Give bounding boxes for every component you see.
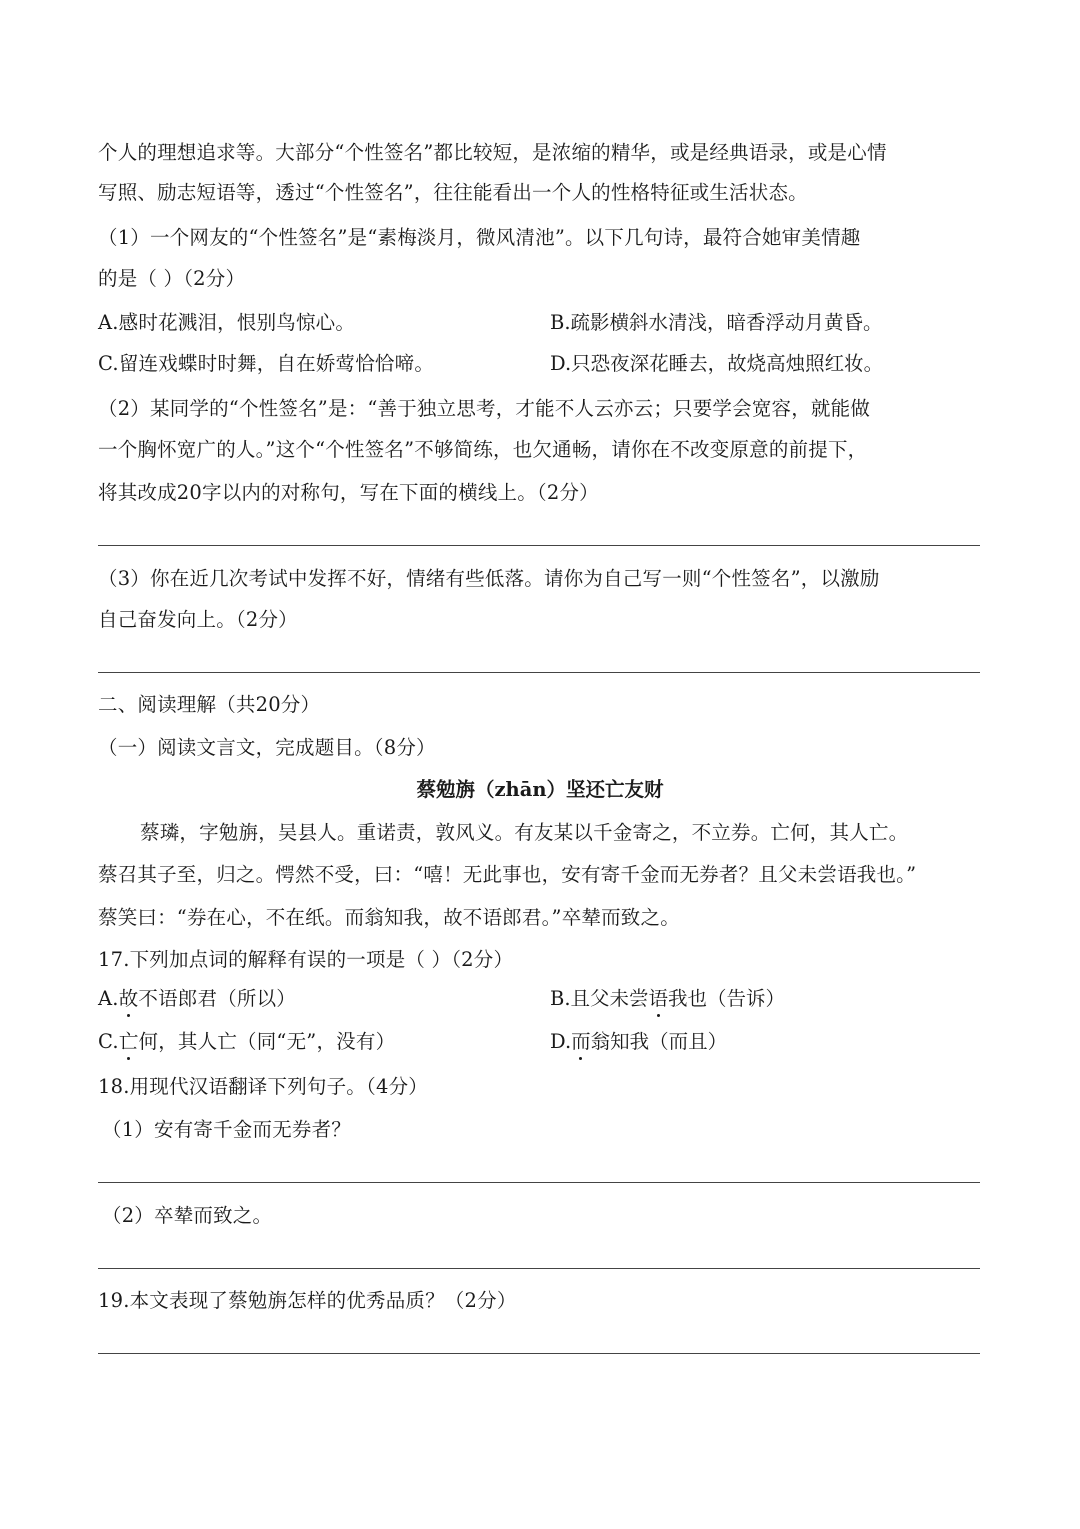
q17-option-c: C.亡何，其人亡（同“无”，没有） (98, 1030, 396, 1053)
q2-answer-line (98, 545, 980, 546)
section-heading: 二、阅读理解（共20分） (98, 693, 321, 716)
subsection-heading: （一）阅读文言文，完成题目。（8分） (98, 736, 436, 759)
q17-stem: 17.下列加点词的解释有误的一项是（ ）（2分） (98, 948, 514, 971)
q2-stem-line-3: 将其改成20字以内的对称句，写在下面的横线上。（2分） (98, 481, 599, 504)
intro-line-2: 写照、励志短语等，透过“个性签名”，往往能看出一个人的性格特征或生活状态。 (98, 181, 808, 204)
q1-option-c: C.留连戏蝶时时舞，自在娇莺恰恰啼。 (98, 352, 435, 375)
q17-option-a: A.故不语郎君（所以） (98, 987, 296, 1010)
q18-sentence-2: （2）卒辇而致之。 (102, 1204, 273, 1227)
q3-stem-line-2: 自己奋发向上。（2分） (98, 608, 298, 631)
emphasis-dot-word: 故 (118, 987, 139, 1010)
q3-answer-line (98, 672, 980, 673)
passage-title: 蔡勉旃（zhān）坚还亡友财 (416, 778, 664, 801)
q2-stem-line-2: 一个胸怀宽广的人。”这个“个性签名”不够简练，也欠通畅，请你在不改变原意的前提下， (98, 438, 868, 461)
q1-option-d: D.只恐夜深花睡去，故烧高烛照红妆。 (550, 352, 884, 375)
q1-option-b: B.疏影横斜水清浅，暗香浮动月黄昏。 (550, 311, 883, 334)
q2-stem-line-1: （2）某同学的“个性签名”是：“善于独立思考，才能不人云亦云；只要学会宽容，就能做 (98, 397, 871, 420)
q1-stem-line-2: 的是（ ）（2分） (98, 267, 246, 290)
emphasis-dot-word: 语 (648, 987, 669, 1010)
q18-stem: 18.用现代汉语翻译下列句子。（4分） (98, 1075, 428, 1098)
q18-2-answer-line (98, 1268, 980, 1269)
q1-stem-line-1: （1）一个网友的“个性签名”是“素梅淡月，微风清池”。以下几句诗，最符合她审美情趣 (98, 226, 861, 249)
passage-line-1: 蔡璘，字勉旃，吴县人。重诺责，敦风义。有友某以千金寄之，不立券。亡何，其人亡。 (140, 821, 909, 844)
q1-option-a: A.感时花溅泪，恨别鸟惊心。 (98, 311, 356, 334)
q18-1-answer-line (98, 1182, 980, 1183)
emphasis-dot-word: 亡 (118, 1030, 139, 1053)
q17-option-b: B.且父未尝语我也（告诉） (550, 987, 786, 1010)
q19-stem: 19.本文表现了蔡勉旃怎样的优秀品质？（2分） (98, 1289, 517, 1312)
intro-line-1: 个人的理想追求等。大部分“个性签名”都比较短，是浓缩的精华，或是经典语录，或是心情 (98, 141, 887, 164)
emphasis-dot-word: 而 (571, 1030, 591, 1053)
q3-stem-line-1: （3）你在近几次考试中发挥不好，情绪有些低落。请你为自己写一则“个性签名”，以激励 (98, 567, 880, 590)
passage-line-3: 蔡笑曰：“券在心，不在纸。而翁知我，故不语郎君。”卒辇而致之。 (98, 906, 680, 929)
passage-line-2: 蔡召其子至，归之。愕然不受，曰：“嘻！无此事也，安有寄千金而无券者？且父未尝语我也。” (98, 863, 917, 886)
q18-sentence-1: （1）安有寄千金而无券者？ (102, 1118, 352, 1141)
q19-answer-line (98, 1353, 980, 1354)
q17-option-d: D.而翁知我（而且） (550, 1030, 728, 1053)
